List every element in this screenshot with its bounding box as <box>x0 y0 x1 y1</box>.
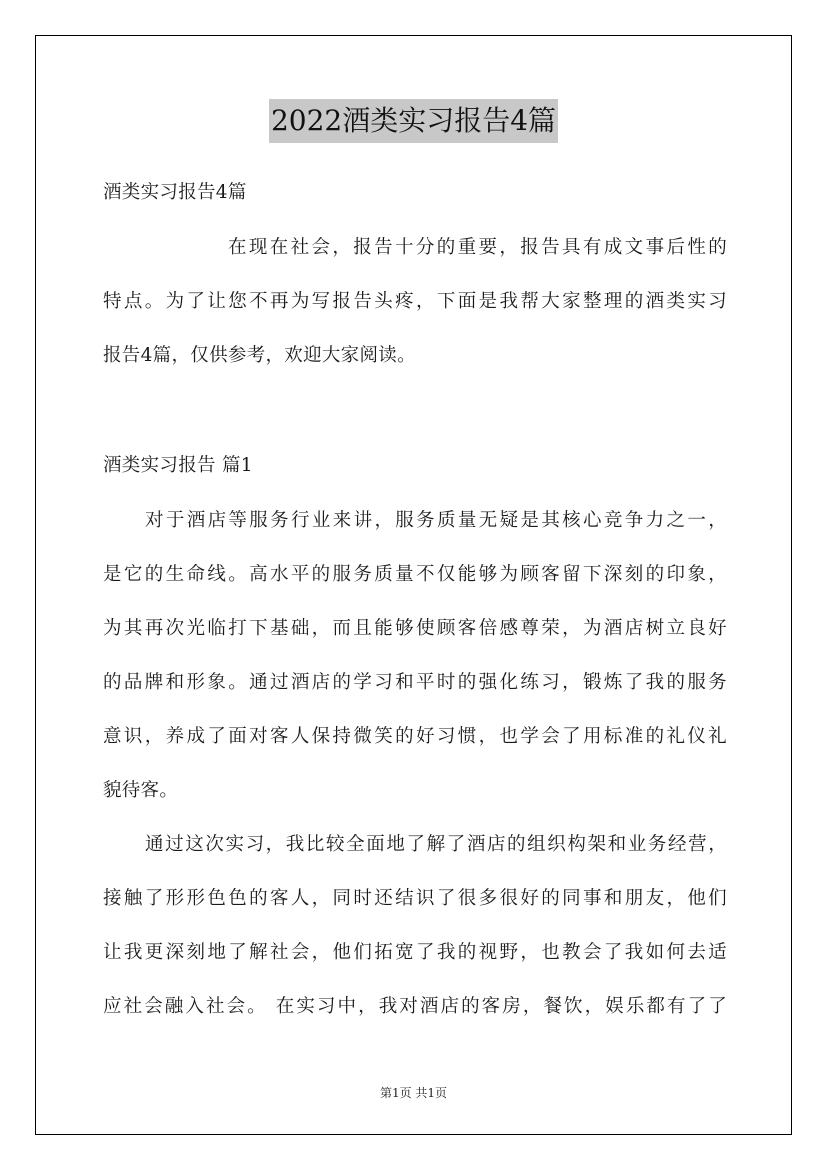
paragraph2-line-3: 让我更深刻地了解社会，他们拓宽了我的视野，也教会了我如何去适 <box>103 942 727 963</box>
subtitle: 酒类实习报告4篇 <box>103 182 247 203</box>
paragraph2-line-1: 通过这次实习，我比较全面地了解了酒店的组织构架和业务经营， <box>145 834 727 855</box>
section-heading: 酒类实习报告 篇1 <box>103 455 253 476</box>
document-title: 2022酒类实习报告4篇 <box>269 99 558 143</box>
paragraph1-line-5: 意识，养成了面对客人保持微笑的好习惯，也学会了用标准的礼仪礼 <box>103 726 727 747</box>
paragraph2-line-2: 接触了形形色色的客人，同时还结识了很多很好的同事和朋友，他们 <box>103 888 727 909</box>
paragraph1-line-3: 为其再次光临打下基础，而且能够使顾客倍感尊荣，为酒店树立良好 <box>103 618 727 639</box>
intro-line-3: 报告4篇，仅供参考，欢迎大家阅读。 <box>103 345 416 366</box>
paragraph1-line-4: 的品牌和形象。通过酒店的学习和平时的强化练习，锻炼了我的服务 <box>103 672 727 693</box>
page-footer: 第1页 共1页 <box>379 1086 448 1100</box>
document-title-block <box>0 99 827 143</box>
intro-line-1: 在现在社会，报告十分的重要，报告具有成文事后性的 <box>228 237 727 258</box>
intro-line-2: 特点。为了让您不再为写报告头疼，下面是我帮大家整理的酒类实习 <box>103 291 727 312</box>
paragraph1-line-1: 对于酒店等服务行业来讲，服务质量无疑是其核心竞争力之一， <box>145 510 727 531</box>
paragraph2-line-4: 应社会融入社会。 在实习中，我对酒店的客房，餐饮，娱乐都有了了 <box>103 996 727 1017</box>
paragraph1-line-6: 貌待客。 <box>103 780 179 801</box>
paragraph1-line-2: 是它的生命线。高水平的服务质量不仅能够为顾客留下深刻的印象， <box>103 564 727 585</box>
